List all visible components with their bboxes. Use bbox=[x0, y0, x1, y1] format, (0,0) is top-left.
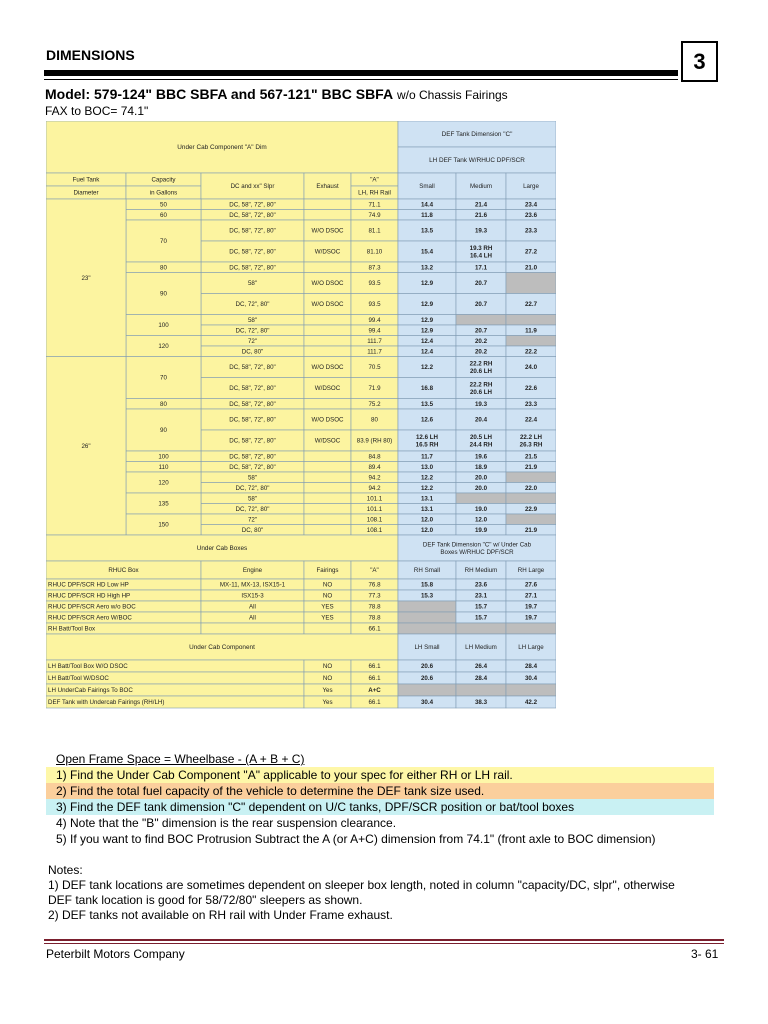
small-value: 11.8 bbox=[421, 211, 433, 219]
exhaust-value: W/DSOC bbox=[314, 248, 341, 256]
dc-value: DC, 58", 72", 80" bbox=[229, 463, 276, 471]
small-value: 13.1 bbox=[420, 495, 434, 503]
small-value: 12.4 bbox=[420, 337, 434, 345]
medium-value: 20.0 bbox=[474, 474, 488, 482]
small-value: 12.2 bbox=[420, 364, 434, 372]
col-capacity: Capacity bbox=[151, 176, 176, 184]
component-a: 66.1 bbox=[368, 675, 381, 683]
small-value: 13.0 bbox=[420, 463, 434, 471]
exhaust-cell bbox=[304, 325, 351, 336]
large-value: 27.2 bbox=[524, 248, 538, 256]
large-cell bbox=[506, 472, 556, 483]
large-value: 22.0 bbox=[524, 484, 538, 492]
a-value: 93.5 bbox=[368, 280, 381, 288]
lh-large-value: 28.4 bbox=[524, 663, 538, 671]
small-value: 16.5 RH bbox=[415, 441, 439, 449]
exhaust-cell bbox=[304, 525, 351, 536]
large-value: 23.3 bbox=[524, 227, 538, 235]
dc-value: 58" bbox=[247, 280, 258, 288]
exhaust-cell bbox=[304, 399, 351, 410]
lh-medium-cell bbox=[456, 684, 506, 696]
a-value: 108.1 bbox=[366, 526, 383, 534]
model-suffix: w/o Chassis Fairings bbox=[396, 88, 508, 102]
component-fairings: Yes bbox=[322, 699, 333, 707]
a-value: 111.7 bbox=[367, 337, 382, 345]
engine-value: All bbox=[249, 614, 256, 622]
col-exhaust: Exhaust bbox=[316, 183, 339, 191]
dc-value: 72" bbox=[247, 516, 258, 524]
medium-value: 19.3 bbox=[474, 400, 488, 408]
component-fairings: NO bbox=[322, 675, 333, 683]
rh-medium-value: 15.7 bbox=[474, 614, 488, 622]
notes bbox=[48, 863, 675, 923]
col-gallons: in Gallons bbox=[149, 189, 178, 197]
large-cell bbox=[506, 493, 556, 504]
a-value: 80 bbox=[371, 416, 378, 424]
small-value: 13.2 bbox=[420, 264, 434, 272]
exhaust-value: W/O DSOC bbox=[311, 301, 344, 309]
lh-medium-value: 26.4 bbox=[474, 663, 488, 671]
large-value: 24.0 bbox=[524, 364, 538, 372]
capacity-value: 60 bbox=[160, 211, 167, 219]
capacity-value: 110 bbox=[158, 463, 169, 471]
small-value: 12.6 bbox=[420, 416, 434, 424]
medium-value: 24.4 RH bbox=[469, 441, 493, 449]
medium-value: 20.4 bbox=[474, 416, 488, 424]
medium-value: 20.7 bbox=[474, 280, 488, 288]
dc-value: DC, 58", 72", 80" bbox=[229, 453, 276, 461]
box-a-value: 78.8 bbox=[368, 614, 381, 622]
medium-value: 20.6 LH bbox=[469, 388, 493, 396]
component-name: LH UnderCab Fairings To BOC bbox=[48, 687, 133, 695]
chapter-number: 3 bbox=[681, 41, 718, 82]
lh-large-value: 42.2 bbox=[524, 699, 538, 707]
capacity-value: 70 bbox=[160, 374, 167, 382]
component-a: A+C bbox=[368, 687, 381, 695]
exhaust-cell bbox=[304, 462, 351, 473]
def-subheader: LH DEF Tank W/RHUC DPF/SCR bbox=[429, 157, 525, 165]
under-cab-title: Under Cab Component "A" Dim bbox=[177, 144, 267, 152]
note-line: DEF tank location is good for 58/72/80" sleepers as shown. bbox=[48, 893, 363, 907]
notes-title: Notes: bbox=[48, 863, 83, 877]
dc-value: DC, 58", 72", 80" bbox=[229, 227, 276, 235]
exhaust-cell bbox=[304, 262, 351, 273]
rh-medium-value: 23.6 bbox=[474, 581, 488, 589]
component-a: 66.1 bbox=[368, 663, 381, 671]
medium-value: 19.6 bbox=[474, 453, 488, 461]
exhaust-value: W/O DSOC bbox=[311, 364, 344, 372]
fairings-value: YES bbox=[321, 603, 334, 611]
medium-cell bbox=[456, 315, 506, 326]
a-value: 108.1 bbox=[366, 516, 383, 524]
small-value: 12.4 bbox=[420, 348, 434, 356]
engine-cell bbox=[201, 623, 304, 634]
col-fuel-tank: Fuel Tank bbox=[72, 176, 100, 184]
exhaust-cell bbox=[304, 483, 351, 494]
small-value: 12.2 bbox=[420, 484, 434, 492]
header-rule bbox=[44, 70, 678, 76]
small-value: 14.4 bbox=[420, 201, 434, 209]
capacity-value: 80 bbox=[160, 264, 167, 272]
boxes-def-title: DEF Tank Dimension "C" w/ Under Cab bbox=[422, 541, 532, 549]
a-value: 74.9 bbox=[368, 211, 381, 219]
fairings-value: YES bbox=[321, 614, 334, 622]
a-value: 94.2 bbox=[368, 484, 381, 492]
dc-value: DC, 72", 80" bbox=[235, 505, 270, 513]
medium-value: 19.0 bbox=[474, 505, 488, 513]
diameter-value: 26" bbox=[81, 442, 91, 450]
dc-value: DC, 80" bbox=[241, 526, 264, 534]
dimension-tables bbox=[46, 121, 556, 750]
rh-medium-value: 23.1 bbox=[474, 592, 488, 600]
medium-value: 22.2 RH bbox=[469, 381, 493, 389]
small-value: 13.5 bbox=[420, 227, 434, 235]
dc-value: DC, 58", 72", 80" bbox=[229, 248, 276, 256]
lh-small-value: 20.6 bbox=[420, 675, 434, 683]
fairings-value: NO bbox=[322, 581, 333, 589]
dc-value: DC, 72", 80" bbox=[235, 301, 270, 309]
col-rh-large: RH Large bbox=[517, 567, 545, 575]
exhaust-cell bbox=[304, 199, 351, 210]
medium-value: 19.9 bbox=[474, 526, 488, 534]
box-name: RHUC DPF/SCR HD High HP bbox=[48, 592, 131, 600]
lh-small-cell bbox=[398, 684, 456, 696]
capacity-value: 90 bbox=[160, 290, 167, 298]
note-line: 2) DEF tanks not available on RH rail with Under Frame exhaust. bbox=[48, 908, 393, 922]
col-a: "A" bbox=[370, 176, 379, 184]
medium-value: 20.6 LH bbox=[469, 367, 493, 375]
diameter-value: 23" bbox=[81, 274, 91, 282]
rh-small-cell bbox=[398, 612, 456, 623]
medium-value: 18.9 bbox=[474, 463, 488, 471]
dc-value: DC, 58", 72", 80" bbox=[229, 416, 276, 424]
dc-value: 58" bbox=[247, 495, 258, 503]
exhaust-cell bbox=[304, 514, 351, 525]
large-value: 21.9 bbox=[524, 463, 538, 471]
box-a-value: 77.3 bbox=[368, 592, 381, 600]
large-cell bbox=[506, 514, 556, 525]
boxes-def-title: Boxes W/RHUC DPF/SCR bbox=[440, 548, 514, 556]
step-5: 5) If you want to find BOC Protrusion Subtract the A (or A+C) dimension from 74.1" (front axle to BOC dimension) bbox=[46, 831, 714, 847]
exhaust-value: W/O DSOC bbox=[311, 227, 344, 235]
dc-value: DC, 58", 72", 80" bbox=[229, 201, 276, 209]
medium-value: 20.2 bbox=[474, 348, 488, 356]
exhaust-cell bbox=[304, 472, 351, 483]
rh-large-value: 27.6 bbox=[524, 581, 538, 589]
small-value: 13.5 bbox=[420, 400, 434, 408]
small-value: 12.6 LH bbox=[415, 433, 439, 441]
dc-value: DC, 72", 80" bbox=[235, 484, 270, 492]
a-value: 101.1 bbox=[366, 505, 383, 513]
engine-value: MX-11, MX-13, ISX15-1 bbox=[219, 581, 286, 589]
col-lh-large: LH Large bbox=[518, 644, 544, 652]
box-a-value: 78.8 bbox=[368, 603, 381, 611]
component-fairings: Yes bbox=[322, 687, 333, 695]
dimension-table-grid bbox=[46, 121, 556, 750]
a-value: 94.2 bbox=[368, 474, 381, 482]
small-value: 11.7 bbox=[421, 453, 433, 461]
col-small: Small bbox=[419, 183, 435, 191]
fax-to-boc: FAX to BOC= 74.1" bbox=[45, 104, 149, 118]
small-value: 12.9 bbox=[420, 280, 434, 288]
lh-small-value: 30.4 bbox=[420, 699, 434, 707]
company-name: Peterbilt Motors Company bbox=[46, 947, 185, 961]
fairings-value: NO bbox=[322, 592, 333, 600]
component-name: DEF Tank with Undercab Fairings (RH/LH) bbox=[48, 699, 165, 707]
rh-small-value: 15.3 bbox=[420, 592, 434, 600]
lh-medium-value: 28.4 bbox=[474, 675, 488, 683]
a-value: 81.10 bbox=[366, 248, 383, 256]
small-value: 12.9 bbox=[420, 301, 434, 309]
fairings-cell bbox=[304, 623, 351, 634]
rh-large-cell bbox=[506, 623, 556, 634]
capacity-value: 70 bbox=[160, 238, 167, 246]
capacity-value: 120 bbox=[158, 343, 169, 351]
large-value: 21.9 bbox=[524, 526, 538, 534]
col-lh-small: LH Small bbox=[414, 644, 440, 652]
dc-value: DC, 58", 72", 80" bbox=[229, 437, 276, 445]
col-a-sub: LH, RH Rail bbox=[358, 189, 391, 197]
rh-large-value: 19.7 bbox=[524, 603, 538, 611]
dc-value: DC, 58", 72", 80" bbox=[229, 385, 276, 393]
exhaust-cell bbox=[304, 493, 351, 504]
large-value: 22.9 bbox=[524, 505, 538, 513]
a-value: 70.5 bbox=[368, 364, 381, 372]
under-cab-boxes-title: Under Cab Boxes bbox=[196, 545, 248, 553]
large-value: 22.6 bbox=[524, 385, 538, 393]
medium-value: 12.0 bbox=[474, 516, 488, 524]
step-2: 2) Find the total fuel capacity of the vehicle to determine the DEF tank size used. bbox=[46, 783, 714, 799]
medium-value: 20.7 bbox=[474, 301, 488, 309]
large-value: 26.3 RH bbox=[519, 441, 543, 449]
medium-value: 16.4 LH bbox=[469, 252, 493, 260]
dc-value: DC, 80" bbox=[241, 348, 264, 356]
dc-value: DC, 58", 72", 80" bbox=[229, 211, 276, 219]
capacity-value: 135 bbox=[158, 500, 169, 508]
dc-value: DC, 58", 72", 80" bbox=[229, 264, 276, 272]
large-cell bbox=[506, 315, 556, 326]
under-cab-component-title: Under Cab Component bbox=[189, 644, 255, 652]
open-frame-formula: Open Frame Space = Wheelbase - (A + B + C) bbox=[56, 752, 305, 766]
small-value: 12.2 bbox=[420, 474, 434, 482]
col-box-a: "A" bbox=[370, 567, 379, 575]
a-value: 81.1 bbox=[368, 227, 381, 235]
a-value: 99.4 bbox=[368, 316, 381, 324]
dc-value: DC, 58", 72", 80" bbox=[229, 400, 276, 408]
dc-value: DC, 58", 72", 80" bbox=[229, 364, 276, 372]
exhaust-cell bbox=[304, 451, 351, 462]
exhaust-value: W/DSOC bbox=[314, 437, 341, 445]
col-rh-small: RH Small bbox=[413, 567, 441, 575]
capacity-value: 100 bbox=[158, 322, 169, 330]
medium-value: 19.3 RH bbox=[469, 244, 493, 252]
rh-small-cell bbox=[398, 623, 456, 634]
box-name: RH Batt/Tool Box bbox=[48, 625, 96, 633]
small-value: 13.1 bbox=[420, 505, 434, 513]
small-value: 12.0 bbox=[420, 516, 434, 524]
a-value: 99.4 bbox=[368, 327, 381, 335]
footer-rule bbox=[44, 939, 724, 941]
box-a-value: 66.1 bbox=[368, 625, 381, 633]
box-a-value: 76.8 bbox=[368, 581, 381, 589]
component-name: LH Batt/Tool Box W/O DSOC bbox=[48, 663, 128, 671]
large-value: 23.4 bbox=[524, 201, 538, 209]
capacity-value: 90 bbox=[160, 427, 167, 435]
header-rule-thin bbox=[44, 79, 678, 80]
large-value: 22.2 LH bbox=[519, 433, 543, 441]
large-value: 22.4 bbox=[524, 416, 538, 424]
medium-value: 20.0 bbox=[474, 484, 488, 492]
col-medium: Medium bbox=[469, 183, 493, 191]
small-value: 15.4 bbox=[420, 248, 434, 256]
medium-value: 20.2 bbox=[474, 337, 488, 345]
medium-value: 22.2 RH bbox=[469, 360, 493, 368]
large-value: 23.3 bbox=[524, 400, 538, 408]
page-number: 3- 61 bbox=[691, 947, 719, 961]
small-value: 16.8 bbox=[420, 385, 434, 393]
a-value: 71.9 bbox=[368, 385, 381, 393]
col-fairings: Fairings bbox=[316, 567, 339, 575]
exhaust-cell bbox=[304, 315, 351, 326]
medium-value: 17.1 bbox=[474, 264, 488, 272]
capacity-value: 80 bbox=[160, 400, 167, 408]
col-lh-medium: LH Medium bbox=[465, 644, 497, 652]
component-name: LH Batt/Tool W/DSOC bbox=[48, 675, 109, 683]
rh-large-value: 19.7 bbox=[524, 614, 538, 622]
a-value: 111.7 bbox=[367, 348, 382, 356]
a-value: 93.5 bbox=[368, 301, 381, 309]
large-value: 22.2 bbox=[524, 348, 538, 356]
exhaust-value: W/O DSOC bbox=[311, 416, 344, 424]
a-value: 84.8 bbox=[368, 453, 381, 461]
box-name: RHUC DPF/SCR HD Low HP bbox=[48, 581, 129, 589]
exhaust-cell bbox=[304, 210, 351, 221]
medium-value: 19.3 bbox=[474, 227, 488, 235]
exhaust-cell bbox=[304, 336, 351, 347]
engine-value: All bbox=[249, 603, 256, 611]
capacity-value: 50 bbox=[160, 201, 167, 209]
small-value: 12.9 bbox=[420, 316, 434, 324]
note-line: 1) DEF tank locations are sometimes dependent on sleeper box length, noted in column "capacity/DC, slpr", otherwise bbox=[48, 878, 675, 892]
col-large: Large bbox=[523, 183, 539, 191]
large-value: 11.9 bbox=[525, 327, 537, 335]
large-cell bbox=[506, 336, 556, 347]
section-title: DIMENSIONS bbox=[46, 47, 135, 63]
engine-value: ISX15-3 bbox=[241, 592, 264, 600]
rh-small-cell bbox=[398, 601, 456, 612]
a-value: 75.2 bbox=[368, 400, 381, 408]
capacity-value: 150 bbox=[158, 521, 169, 529]
exhaust-cell bbox=[304, 504, 351, 515]
dc-value: DC, 72", 80" bbox=[235, 327, 270, 335]
dc-value: 72" bbox=[247, 337, 258, 345]
col-rh-medium: RH Medium bbox=[464, 567, 498, 575]
col-diameter: Diameter bbox=[73, 189, 99, 197]
a-value: 87.3 bbox=[368, 264, 381, 272]
medium-value: 21.4 bbox=[474, 201, 488, 209]
footer-rule-thin bbox=[44, 943, 724, 944]
rh-medium-value: 15.7 bbox=[474, 603, 488, 611]
large-value: 22.7 bbox=[524, 301, 538, 309]
lh-large-value: 30.4 bbox=[524, 675, 538, 683]
box-name: RHUC DPF/SCR Aero w/o BOC bbox=[48, 603, 136, 611]
exhaust-cell bbox=[304, 346, 351, 357]
col-engine: Engine bbox=[242, 567, 263, 575]
large-cell bbox=[506, 273, 556, 294]
rh-small-value: 15.8 bbox=[420, 581, 434, 589]
model-name: Model: 579-124" BBC SBFA and 567-121" BBC SBFA bbox=[45, 86, 394, 102]
step-3: 3) Find the DEF tank dimension "C" dependent on U/C tanks, DPF/SCR position or bat/tool boxes bbox=[46, 799, 714, 815]
component-fairings: NO bbox=[322, 663, 333, 671]
small-value: 12.0 bbox=[420, 526, 434, 534]
component-a: 66.1 bbox=[368, 699, 381, 707]
a-value: 83.9 (RH 80) bbox=[356, 437, 393, 445]
large-value: 23.6 bbox=[524, 211, 538, 219]
a-value: 71.1 bbox=[368, 201, 381, 209]
lh-medium-value: 38.3 bbox=[474, 699, 488, 707]
step-1: 1) Find the Under Cab Component "A" applicable to your spec for either RH or LH rail. bbox=[46, 767, 714, 783]
rh-large-value: 27.1 bbox=[524, 592, 538, 600]
dc-value: 58" bbox=[247, 474, 258, 482]
capacity-value: 100 bbox=[158, 453, 169, 461]
a-value: 101.1 bbox=[366, 495, 383, 503]
box-name: RHUC DPF/SCR Aero W/BOC bbox=[48, 614, 132, 622]
medium-value: 20.7 bbox=[474, 327, 488, 335]
rh-medium-cell bbox=[456, 623, 506, 634]
large-value: 21.5 bbox=[524, 453, 538, 461]
model-title bbox=[45, 86, 508, 102]
lh-small-value: 20.6 bbox=[420, 663, 434, 671]
col-rhuc-box: RHUC Box bbox=[108, 567, 139, 575]
lh-large-cell bbox=[506, 684, 556, 696]
a-value: 89.4 bbox=[368, 463, 381, 471]
capacity-value: 120 bbox=[158, 479, 169, 487]
def-header: DEF Tank Dimension "C" bbox=[441, 131, 513, 139]
medium-cell bbox=[456, 493, 506, 504]
medium-value: 21.6 bbox=[474, 211, 488, 219]
exhaust-value: W/O DSOC bbox=[311, 280, 344, 288]
step-4: 4) Note that the "B" dimension is the rear suspension clearance. bbox=[46, 815, 714, 831]
medium-value: 20.5 LH bbox=[469, 433, 493, 441]
col-dc: DC and xx" Slpr bbox=[230, 183, 275, 191]
dc-value: 58" bbox=[247, 316, 258, 324]
small-value: 12.9 bbox=[420, 327, 434, 335]
exhaust-value: W/DSOC bbox=[314, 385, 341, 393]
large-value: 21.0 bbox=[524, 264, 538, 272]
